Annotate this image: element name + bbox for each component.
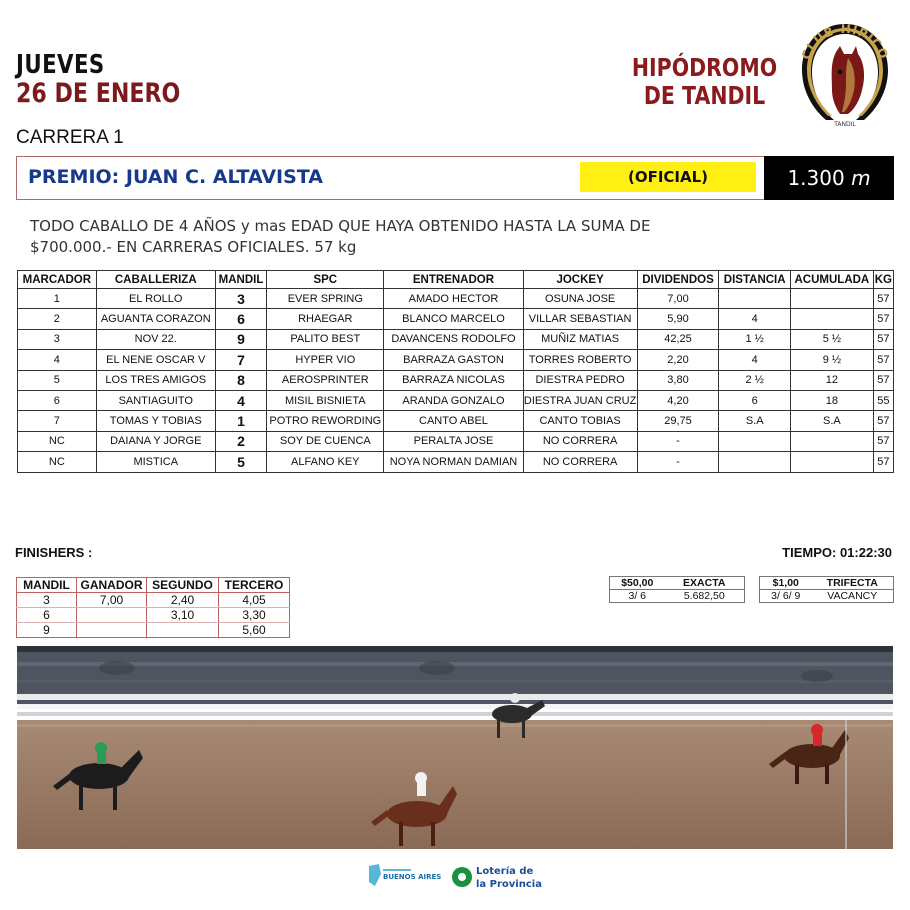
sponsor-logos <box>365 860 545 894</box>
cell-entrenador: BLANCO MARCELO <box>384 309 523 329</box>
trifecta-table <box>759 576 894 603</box>
race-day: JUEVES <box>16 50 105 80</box>
cell-dividendos: 3,80 <box>637 370 719 390</box>
cell-kg: 57 <box>873 329 893 349</box>
cell-jockey: TORRES ROBERTO <box>523 350 637 370</box>
cell-acumulada: 12 <box>791 370 874 390</box>
race-time: TIEMPO: 01:22:30 <box>782 545 892 560</box>
trifecta-combo: 3/ 6/ 9 <box>771 590 801 602</box>
cell-jockey: NO CORRERA <box>523 431 637 451</box>
cell-acumulada <box>791 431 874 451</box>
results-row <box>18 390 894 410</box>
cell-spc: HYPER VIO <box>267 350 384 370</box>
finishers-row <box>17 623 290 638</box>
cell-caballeriza: NOV 22. <box>96 329 215 349</box>
cell-marcador: NC <box>18 431 97 451</box>
exacta-bet: $50,00 <box>610 577 665 590</box>
cell-spc: EVER SPRING <box>267 289 384 309</box>
cell-dividendos: 2,20 <box>637 350 719 370</box>
cell-marcador: NC <box>18 452 97 472</box>
fin-cell-ganador <box>77 608 147 623</box>
cell-entrenador: CANTO ABEL <box>384 411 523 431</box>
fin-col-ganador: GANADOR <box>77 578 147 593</box>
exacta-combo: 3/ 6 <box>628 590 646 602</box>
cell-spc: AEROSPRINTER <box>267 370 384 390</box>
cell-jockey: DIESTRA PEDRO <box>523 370 637 390</box>
cell-distancia: 1 ½ <box>719 329 791 349</box>
cell-kg: 57 <box>873 289 893 309</box>
venue-line-1: HIPÓDROMO <box>631 53 777 82</box>
loteria-logo <box>452 865 542 890</box>
col-dividendos: DIVIDENDOS <box>637 271 719 289</box>
col-distancia: DISTANCIA <box>719 271 791 289</box>
trifecta-header-row <box>760 577 894 590</box>
race-number: CARRERA 1 <box>16 127 124 148</box>
cell-distancia <box>719 452 791 472</box>
cell-jockey: VILLAR SEBASTIAN <box>523 309 637 329</box>
fin-cell-tercero: 5,60 <box>219 623 290 638</box>
trifecta-payout: VACANCY <box>827 590 878 602</box>
conditions-line-2: $700.000.- EN CARRERAS OFICIALES. 57 kg <box>30 238 357 256</box>
cell-caballeriza: SANTIAGUITO <box>96 390 215 410</box>
fin-cell-ganador <box>77 623 147 638</box>
cell-spc: MISIL BISNIETA <box>267 390 384 410</box>
cell-marcador: 4 <box>18 350 97 370</box>
cell-jockey: NO CORRERA <box>523 452 637 472</box>
fin-col-tercero: TERCERO <box>219 578 290 593</box>
status-label: (OFICIAL) <box>627 168 709 186</box>
cell-kg: 55 <box>873 390 893 410</box>
cell-distancia: 2 ½ <box>719 370 791 390</box>
cell-mandil: 3 <box>215 289 266 309</box>
exacta-payout: 5.682,50 <box>683 590 725 602</box>
cell-marcador: 7 <box>18 411 97 431</box>
cell-acumulada: 18 <box>791 390 874 410</box>
results-row <box>18 411 894 431</box>
cell-acumulada <box>791 309 874 329</box>
fin-cell-mandil: 6 <box>17 608 77 623</box>
cell-entrenador: PERALTA JOSE <box>384 431 523 451</box>
col-jockey: JOCKEY <box>523 271 637 289</box>
cell-kg: 57 <box>873 431 893 451</box>
cell-marcador: 1 <box>18 289 97 309</box>
results-row <box>18 452 894 472</box>
col-acumulada: ACUMULADA <box>791 271 874 289</box>
buenos-aires-logo <box>369 864 441 886</box>
col-mandil: MANDIL <box>215 271 266 289</box>
trifecta-bet: $1,00 <box>760 577 812 590</box>
results-header-row <box>18 271 894 289</box>
cell-acumulada: 9 ½ <box>791 350 874 370</box>
distance-unit: m <box>851 166 871 190</box>
cell-mandil: 2 <box>215 431 266 451</box>
finishers-table <box>16 577 290 638</box>
cell-mandil: 7 <box>215 350 266 370</box>
cell-spc: SOY DE CUENCA <box>267 431 384 451</box>
finishers-row <box>17 593 290 608</box>
photo-finish-image <box>17 646 893 849</box>
race-date: 26 DE ENERO <box>16 78 181 109</box>
fin-cell-mandil: 9 <box>17 623 77 638</box>
logo-text-top: CLUB HIPICO <box>798 21 892 62</box>
cell-mandil: 8 <box>215 370 266 390</box>
cell-dividendos: 5,90 <box>637 309 719 329</box>
cell-acumulada <box>791 452 874 472</box>
col-kg: KG <box>873 271 893 289</box>
results-row <box>18 289 894 309</box>
exacta-table <box>609 576 745 603</box>
cell-marcador: 3 <box>18 329 97 349</box>
finishers-row <box>17 608 290 623</box>
cell-spc: PALITO BEST <box>267 329 384 349</box>
loteria-line-2: la Provincia <box>476 879 542 890</box>
distance-value: 1.300 <box>787 166 845 190</box>
cell-spc: ALFANO KEY <box>267 452 384 472</box>
exacta-row <box>610 590 745 603</box>
cell-caballeriza: MISTICA <box>96 452 215 472</box>
results-table <box>17 270 894 473</box>
cell-dividendos: - <box>637 431 719 451</box>
logo-text-bottom: TANDIL <box>834 121 856 128</box>
cell-distancia <box>719 289 791 309</box>
cell-acumulada: 5 ½ <box>791 329 874 349</box>
fin-col-segundo: SEGUNDO <box>147 578 219 593</box>
prize-title: PREMIO: JUAN C. ALTAVISTA <box>28 166 324 188</box>
col-marcador: MARCADOR <box>18 271 97 289</box>
venue-line-2: DE TANDIL <box>643 81 765 110</box>
results-row <box>18 370 894 390</box>
fin-cell-ganador: 7,00 <box>77 593 147 608</box>
cell-spc: RHAEGAR <box>267 309 384 329</box>
cell-distancia: 4 <box>719 350 791 370</box>
col-caballeriza: CABALLERIZA <box>96 271 215 289</box>
cell-distancia: 4 <box>719 309 791 329</box>
cell-entrenador: BARRAZA NICOLAS <box>384 370 523 390</box>
conditions-line-1: TODO CABALLO DE 4 AÑOS y mas EDAD QUE HAYA OBTENIDO HASTA LA SUMA DE <box>30 217 651 235</box>
results-row <box>18 309 894 329</box>
cell-marcador: 6 <box>18 390 97 410</box>
trifecta-name: TRIFECTA <box>812 577 894 590</box>
cell-kg: 57 <box>873 411 893 431</box>
club-hipico-logo <box>796 18 894 130</box>
cell-kg: 57 <box>873 309 893 329</box>
race-conditions <box>30 216 680 258</box>
cell-marcador: 2 <box>18 309 97 329</box>
loteria-line-1: Lotería de <box>476 866 534 877</box>
cell-entrenador: AMADO HECTOR <box>384 289 523 309</box>
fin-cell-segundo <box>147 623 219 638</box>
col-entrenador: ENTRENADOR <box>384 271 523 289</box>
cell-distancia: 6 <box>719 390 791 410</box>
cell-distancia: S.A <box>719 411 791 431</box>
cell-mandil: 4 <box>215 390 266 410</box>
cell-mandil: 6 <box>215 309 266 329</box>
cell-acumulada <box>791 289 874 309</box>
fin-col-mandil: MANDIL <box>17 578 77 593</box>
cell-entrenador: DAVANCENS RODOLFO <box>384 329 523 349</box>
cell-caballeriza: LOS TRES AMIGOS <box>96 370 215 390</box>
venue-name <box>632 54 777 110</box>
cell-entrenador: ARANDA GONZALO <box>384 390 523 410</box>
cell-marcador: 5 <box>18 370 97 390</box>
cell-dividendos: - <box>637 452 719 472</box>
cell-mandil: 1 <box>215 411 266 431</box>
race-distance <box>764 166 894 190</box>
cell-caballeriza: EL ROLLO <box>96 289 215 309</box>
finishers-header-row <box>17 578 290 593</box>
cell-mandil: 9 <box>215 329 266 349</box>
fin-cell-mandil: 3 <box>17 593 77 608</box>
fin-cell-tercero: 3,30 <box>219 608 290 623</box>
cell-caballeriza: AGUANTA CORAZON <box>96 309 215 329</box>
cell-jockey: MUÑIZ MATIAS <box>523 329 637 349</box>
cell-caballeriza: EL NENE OSCAR V <box>96 350 215 370</box>
cell-jockey: OSUNA JOSE <box>523 289 637 309</box>
buenos-aires-text: BUENOS AIRES <box>383 873 442 881</box>
cell-acumulada: S.A <box>791 411 874 431</box>
cell-distancia <box>719 431 791 451</box>
results-row <box>18 329 894 349</box>
cell-entrenador: NOYA NORMAN DAMIAN <box>384 452 523 472</box>
cell-caballeriza: DAIANA Y JORGE <box>96 431 215 451</box>
results-row <box>18 350 894 370</box>
cell-dividendos: 4,20 <box>637 390 719 410</box>
exacta-name: EXACTA <box>665 577 745 590</box>
fin-cell-segundo: 2,40 <box>147 593 219 608</box>
results-row <box>18 431 894 451</box>
finishers-label: FINISHERS : <box>15 545 93 560</box>
cell-jockey: CANTO TOBIAS <box>523 411 637 431</box>
cell-entrenador: BARRAZA GASTON <box>384 350 523 370</box>
cell-caballeriza: TOMAS Y TOBIAS <box>96 411 215 431</box>
sponsor-bar <box>365 860 545 894</box>
fin-cell-tercero: 4,05 <box>219 593 290 608</box>
cell-dividendos: 7,00 <box>637 289 719 309</box>
cell-spc: POTRO REWORDING <box>267 411 384 431</box>
col-spc: SPC <box>267 271 384 289</box>
cell-kg: 57 <box>873 370 893 390</box>
cell-dividendos: 29,75 <box>637 411 719 431</box>
cell-kg: 57 <box>873 350 893 370</box>
trifecta-row <box>760 590 894 603</box>
cell-kg: 57 <box>873 452 893 472</box>
cell-dividendos: 42,25 <box>637 329 719 349</box>
cell-jockey: DIESTRA JUAN CRUZ <box>523 390 637 410</box>
cell-mandil: 5 <box>215 452 266 472</box>
exacta-header-row <box>610 577 745 590</box>
fin-cell-segundo: 3,10 <box>147 608 219 623</box>
